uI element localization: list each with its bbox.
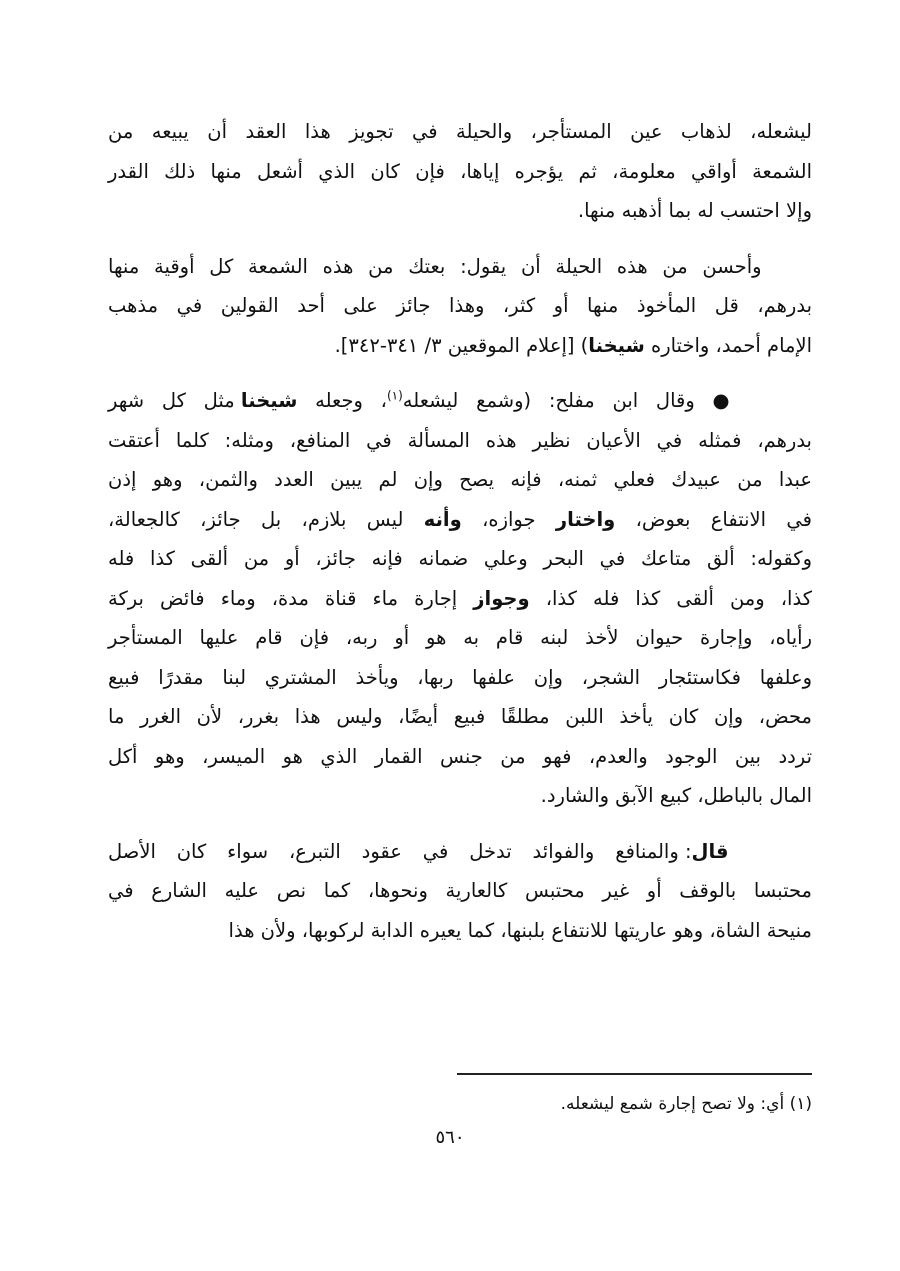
text-run [729, 840, 812, 863]
paragraph [108, 112, 812, 231]
text-run: الشمعة أواقي معلومة، ثم يؤجره إياها، فإن كان الذي أشعل منها ذلك القدر [108, 159, 812, 183]
text-line [108, 326, 812, 366]
bold-text: وجواز [473, 586, 530, 610]
text-run: ليشعله، لذهاب عين المستأجر، والحيلة في تجويز هذا العقد أن يبيعه من [108, 120, 812, 143]
text-run: إجارة ماء قناة مدة، وماء فائض بركة [108, 586, 474, 610]
text-run: بدرهم، قل المأخوذ منها أو كثر، وهذا جائز على أحد القولين في مذهب [108, 294, 812, 317]
bold-text: شيخنا [588, 333, 645, 357]
text-line [108, 618, 812, 658]
text-run: محض، وإن كان يأخذ اللبن مطلقًا فبيع أيضًا، وليس هذا بغرر، لأن الغرر ما [108, 705, 812, 728]
text-run: جوازه، [461, 507, 556, 531]
bold-text: قال [691, 839, 729, 863]
text-run: مثل كل شهر [108, 389, 241, 412]
text-line [108, 658, 812, 698]
text-run: المال بالباطل، كبيع الآبق والشارد. [540, 784, 812, 807]
text-line [108, 191, 812, 231]
text-line [108, 500, 812, 540]
paragraph-gap [108, 365, 812, 381]
text-line [108, 737, 812, 777]
text-line [108, 579, 812, 619]
bold-text: واختار [555, 507, 616, 531]
text-line [108, 460, 812, 500]
text-run: وإلا احتسب له بما أذهبه منها. [577, 199, 812, 222]
footnote-ref: (١) [386, 388, 403, 403]
text-run: في الانتفاع بعوض، [615, 507, 812, 531]
text-line [108, 697, 812, 737]
paragraph [108, 832, 812, 951]
text-run: وكقوله: ألق متاعك في البحر وعلي ضمانه فإنه جائز، أو من ألقى كذا فله [108, 547, 812, 570]
text-line [108, 911, 812, 951]
text-line [108, 112, 812, 152]
text-run: ) [إعلام الموقعين ٣/ ٣٤١-٣٤٢]. [334, 333, 589, 357]
text-run: رأياه، وإجارة حيوان لأخذ لبنه قام به هو أو ربه، فإن قام عليها المستأجر [108, 626, 812, 649]
text-line [108, 539, 812, 579]
text-run: وعلفها فكاستئجار الشجر، وإن علفها ربها، ويأخذ المشتري لبنا مقدرًا فبيع [108, 665, 812, 689]
footnote: (١) أي: ولا تصح إجارة شمع ليشعله. [560, 1094, 812, 1114]
paragraph [108, 247, 812, 366]
bold-text: وأنه [423, 507, 462, 531]
text-line [108, 247, 812, 287]
bold-text: شيخنا [240, 389, 298, 412]
text-run: بدرهم، فمثله في الأعيان نظير هذه المسألة في المنافع، ومثله: كلما أعتقت [108, 428, 812, 452]
text-run: منيحة الشاة، وهو عاريتها للانتفاع بلبنها، كما يعيره الدابة لركوبها، ولأن هذا [228, 918, 812, 942]
text-run: ● وقال ابن مفلح: (وشمع ليشعله [402, 389, 812, 412]
page-number: ٥٦٠ [435, 1127, 465, 1148]
text-line [108, 776, 812, 816]
text-line [108, 421, 812, 461]
text-run: كذا، ومن ألقى كذا فله كذا، [529, 586, 812, 610]
text-line [108, 871, 812, 911]
text-line [108, 152, 812, 192]
text-run: تردد بين الوجود والعدم، فهو من جنس القمار الذي هو الميسر، وهو أكل [108, 744, 812, 768]
text-line [108, 832, 812, 872]
page-body [108, 112, 812, 950]
text-run: وأحسن من هذه الحيلة أن يقول: بعتك من هذه الشمعة كل أوقية منها [108, 254, 812, 278]
footnote-divider [457, 1073, 812, 1075]
text-run: : والمنافع والفوائد تدخل في عقود التبرع، سواء كان الأصل [108, 839, 692, 863]
paragraph-gap [108, 816, 812, 832]
text-line [108, 286, 812, 326]
paragraph [108, 381, 812, 816]
text-run: عبدا من عبيدك فعلي ثمنه، فإنه يصح وإن لم يبين العدد والثمن، وهو إذن [108, 468, 812, 491]
text-run: الإمام أحمد، واختاره [644, 333, 812, 357]
text-run: محتبسا بالوقف أو غير محتبس كالعارية ونحوها، كما نص عليه الشارع في [108, 879, 812, 902]
text-line [108, 381, 812, 421]
paragraph-gap [108, 231, 812, 247]
text-run: ليس بلازم، بل جائز، كالجعالة، [108, 507, 424, 531]
text-run: ، وجعله [297, 389, 387, 412]
